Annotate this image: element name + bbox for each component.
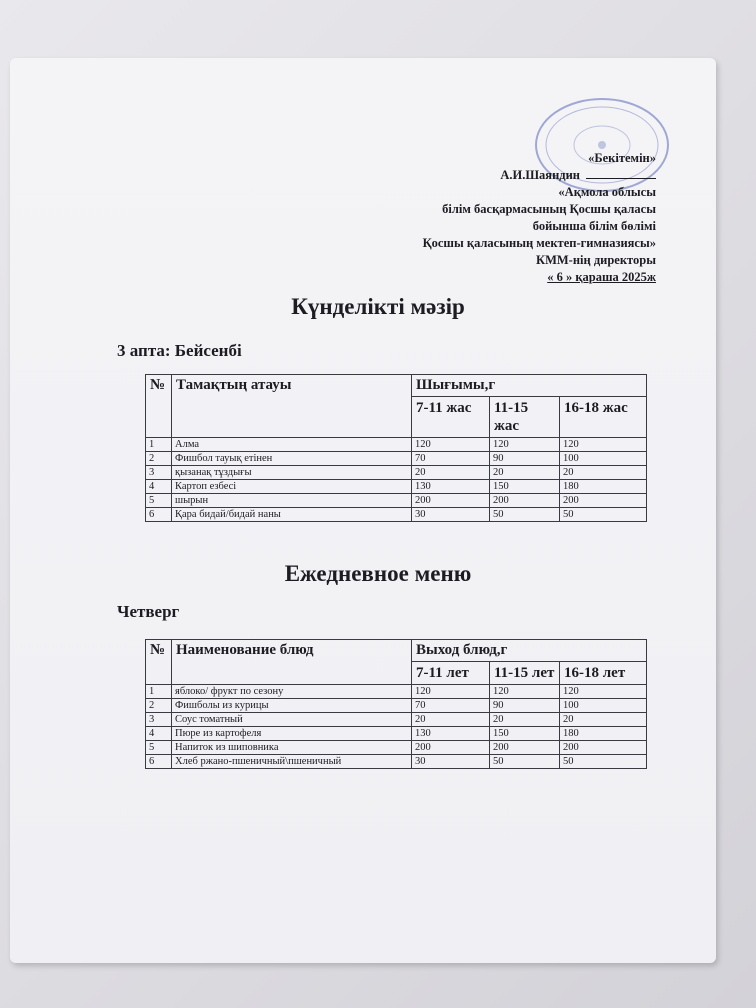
portion: 20 bbox=[560, 713, 647, 727]
age-header: 16-18 жас bbox=[560, 397, 647, 438]
age-header: 7-11 лет bbox=[412, 662, 490, 685]
portion: 20 bbox=[412, 713, 490, 727]
table-row bbox=[146, 438, 647, 452]
approval-line2: «Ақмола облысы bbox=[558, 185, 656, 199]
dish-name: Пюре из картофеля bbox=[172, 727, 412, 741]
portion: 130 bbox=[412, 727, 490, 741]
portion: 120 bbox=[560, 438, 647, 452]
approval-line4: бойынша білім бөлімі bbox=[532, 219, 656, 233]
portion: 120 bbox=[412, 685, 490, 699]
portion: 200 bbox=[560, 494, 647, 508]
table-row bbox=[146, 755, 647, 769]
portion: 30 bbox=[412, 755, 490, 769]
portion: 200 bbox=[560, 741, 647, 755]
row-num: 5 bbox=[146, 494, 172, 508]
table-row bbox=[146, 494, 647, 508]
menu-ru-table bbox=[145, 639, 647, 769]
dish-name: Напиток из шиповника bbox=[172, 741, 412, 755]
portion: 100 bbox=[560, 699, 647, 713]
dish-name: Соус томатный bbox=[172, 713, 412, 727]
table-row bbox=[146, 466, 647, 480]
portion: 150 bbox=[490, 727, 560, 741]
table-row bbox=[146, 508, 647, 522]
approval-signer: А.И.Шаяндин bbox=[500, 168, 580, 182]
dish-name: Қара бидай/бидай наны bbox=[172, 508, 412, 522]
portion: 120 bbox=[490, 438, 560, 452]
col-header-name: Наименование блюд bbox=[172, 640, 412, 685]
menu-kz-subtitle: 3 апта: Бейсенбі bbox=[117, 341, 242, 360]
approval-line1: «Бекітемін» bbox=[588, 151, 656, 165]
portion: 180 bbox=[560, 727, 647, 741]
row-num: 3 bbox=[146, 713, 172, 727]
row-num: 2 bbox=[146, 452, 172, 466]
portion: 70 bbox=[412, 452, 490, 466]
col-header-num: № bbox=[146, 640, 172, 685]
portion: 50 bbox=[560, 508, 647, 522]
dish-name: Алма bbox=[172, 438, 412, 452]
row-num: 6 bbox=[146, 755, 172, 769]
signature-line bbox=[586, 178, 656, 179]
table-row bbox=[146, 699, 647, 713]
menu-kz-title: Күнделікті мәзір bbox=[291, 294, 465, 319]
portion: 70 bbox=[412, 699, 490, 713]
approval-date: « 6 » қараша 2025ж bbox=[547, 270, 656, 284]
table-row bbox=[146, 480, 647, 494]
portion: 20 bbox=[412, 466, 490, 480]
age-header: 7-11 жас bbox=[412, 397, 490, 438]
table-row bbox=[146, 685, 647, 699]
menu-kz-table bbox=[145, 374, 647, 522]
row-num: 5 bbox=[146, 741, 172, 755]
row-num: 3 bbox=[146, 466, 172, 480]
menu-ru-subtitle: Четверг bbox=[117, 602, 180, 621]
dish-name: қызанақ тұздығы bbox=[172, 466, 412, 480]
age-header: 16-18 лет bbox=[560, 662, 647, 685]
row-num: 2 bbox=[146, 699, 172, 713]
portion: 50 bbox=[490, 508, 560, 522]
portion: 150 bbox=[490, 480, 560, 494]
approval-line6: КММ-нің директоры bbox=[536, 253, 656, 267]
row-num: 1 bbox=[146, 685, 172, 699]
portion: 200 bbox=[490, 494, 560, 508]
approval-block bbox=[423, 150, 656, 286]
table-row bbox=[146, 727, 647, 741]
portion: 120 bbox=[412, 438, 490, 452]
portion: 200 bbox=[490, 741, 560, 755]
approval-line5: Қосшы қаласының мектеп-гимназиясы» bbox=[422, 236, 656, 250]
table-row bbox=[146, 713, 647, 727]
approval-line3: білім басқармасының Қосшы қаласы bbox=[442, 202, 656, 216]
portion: 200 bbox=[412, 494, 490, 508]
portion: 50 bbox=[560, 755, 647, 769]
dish-name: шырын bbox=[172, 494, 412, 508]
portion: 20 bbox=[490, 713, 560, 727]
col-header-name: Тамақтың атауы bbox=[172, 375, 412, 438]
menu-ru-title: Ежедневное меню bbox=[284, 561, 472, 586]
portion: 100 bbox=[560, 452, 647, 466]
col-header-yield: Шығымы,г bbox=[412, 375, 647, 397]
dish-name: яблоко/ фрукт по сезону bbox=[172, 685, 412, 699]
table-row bbox=[146, 741, 647, 755]
row-num: 4 bbox=[146, 727, 172, 741]
col-header-num: № bbox=[146, 375, 172, 438]
table-row bbox=[146, 452, 647, 466]
portion: 90 bbox=[490, 699, 560, 713]
portion: 200 bbox=[412, 741, 490, 755]
dish-name: Фишболы из курицы bbox=[172, 699, 412, 713]
row-num: 6 bbox=[146, 508, 172, 522]
portion: 180 bbox=[560, 480, 647, 494]
dish-name: Фишбол тауық етінен bbox=[172, 452, 412, 466]
portion: 120 bbox=[490, 685, 560, 699]
portion: 20 bbox=[560, 466, 647, 480]
row-num: 1 bbox=[146, 438, 172, 452]
portion: 130 bbox=[412, 480, 490, 494]
portion: 50 bbox=[490, 755, 560, 769]
dish-name: Хлеб ржано-пшеничный\пшеничный bbox=[172, 755, 412, 769]
row-num: 4 bbox=[146, 480, 172, 494]
col-header-yield: Выход блюд,г bbox=[412, 640, 647, 662]
portion: 120 bbox=[560, 685, 647, 699]
portion: 20 bbox=[490, 466, 560, 480]
portion: 30 bbox=[412, 508, 490, 522]
portion: 90 bbox=[490, 452, 560, 466]
age-header: 11-15 лет bbox=[490, 662, 560, 685]
dish-name: Картоп езбесі bbox=[172, 480, 412, 494]
age-header: 11-15 жас bbox=[490, 397, 560, 438]
